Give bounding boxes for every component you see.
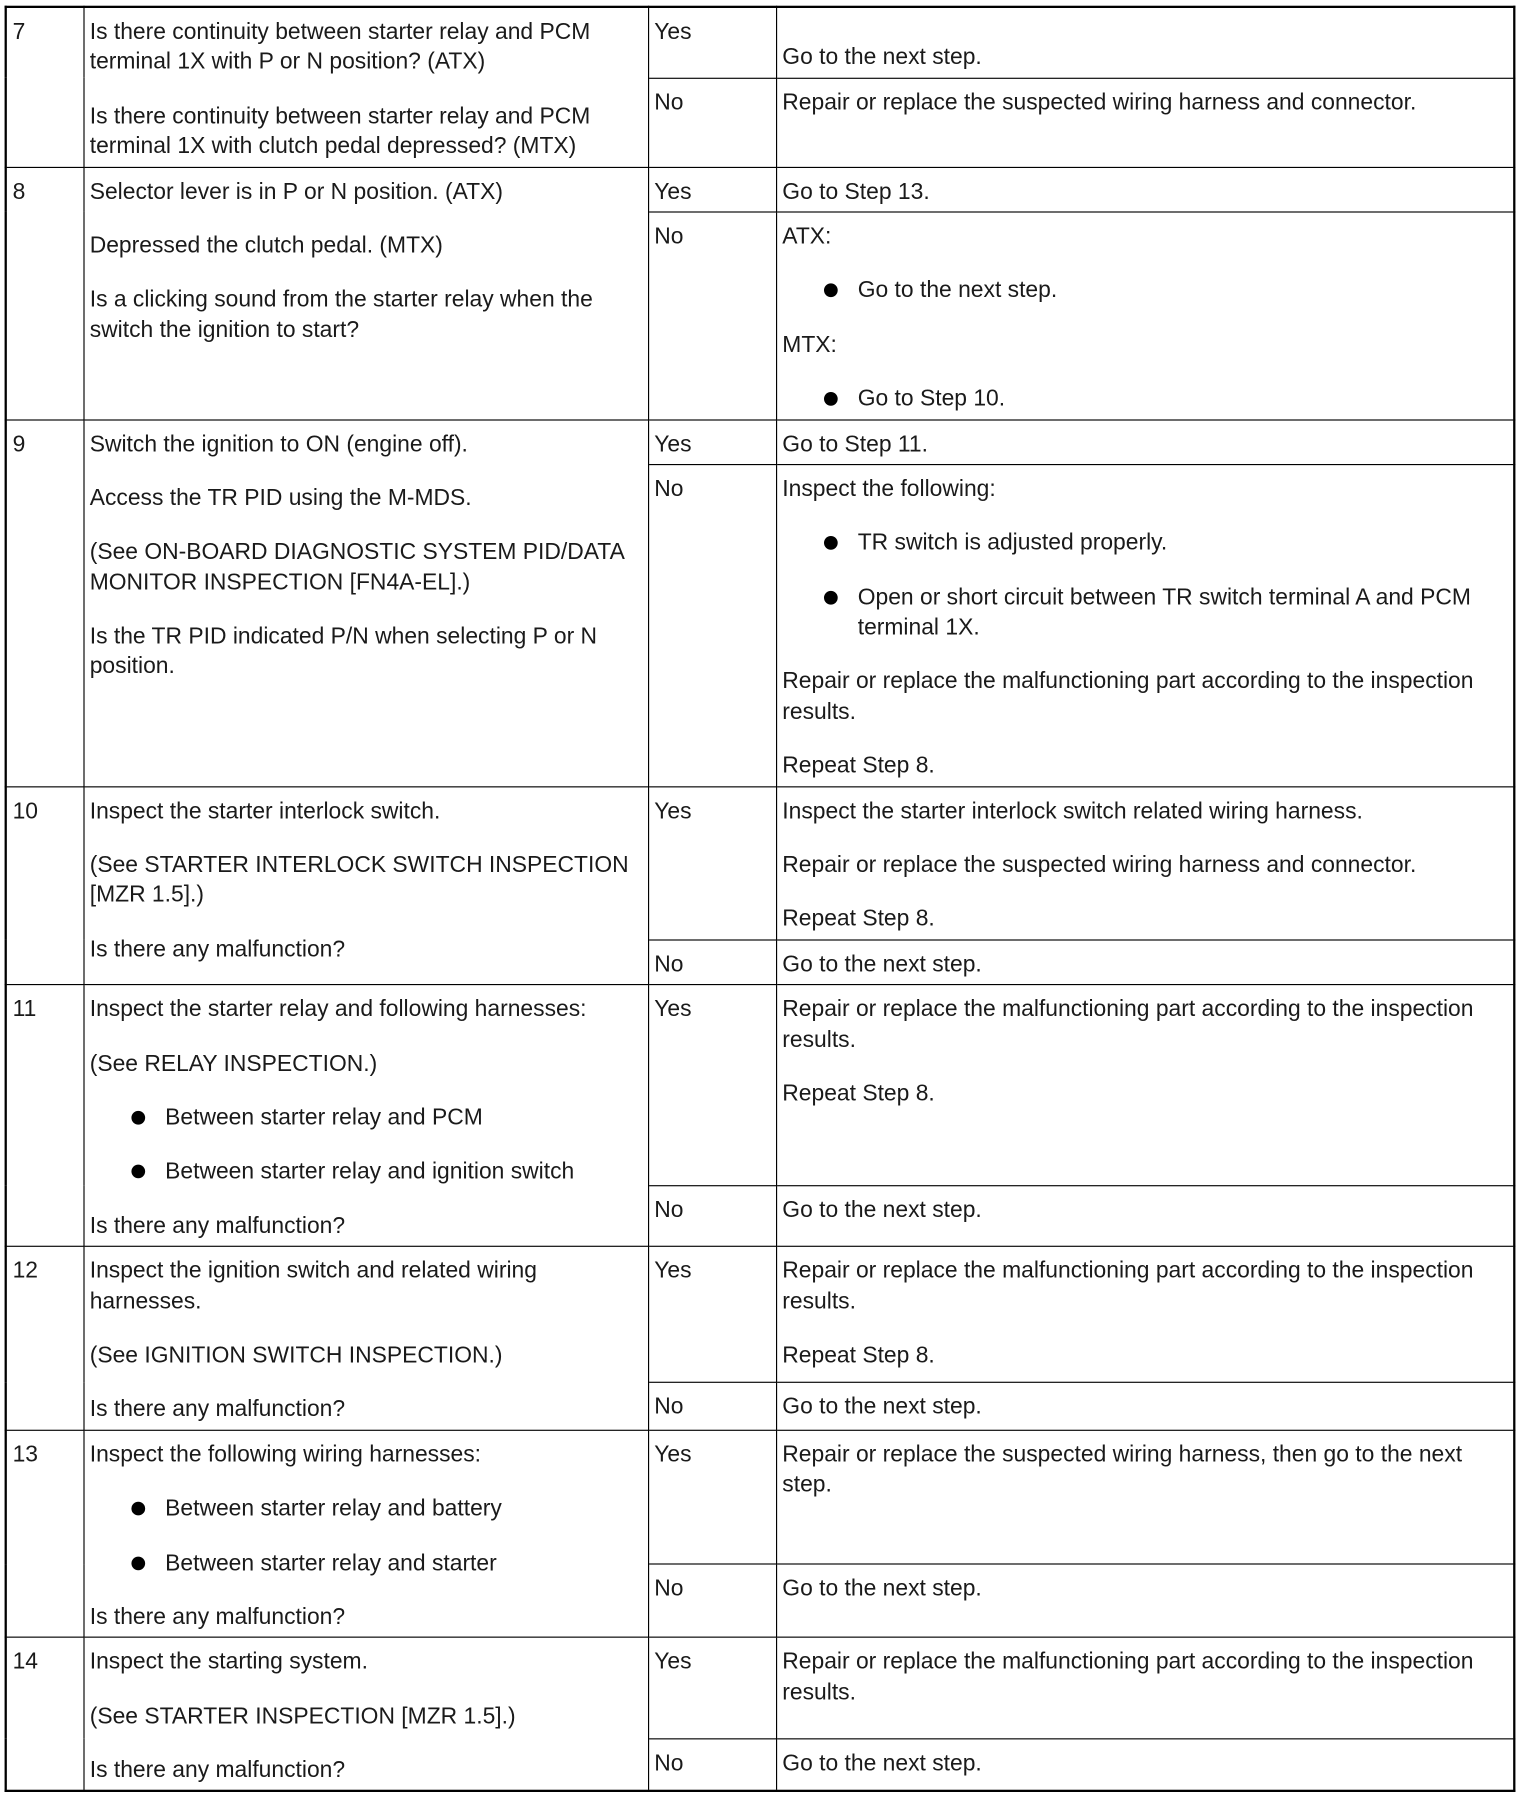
no-result: [776, 1738, 1514, 1791]
step-number: 11: [6, 985, 84, 1247]
bullet-list: [782, 384, 1508, 414]
yes-result: [776, 167, 1514, 212]
result-text: Repair or replace the suspected wiring harness, then go to the next step.: [782, 1441, 1463, 1498]
action-text: (See STARTER INTERLOCK SWITCH INSPECTION [MZR 1.5].): [89, 852, 629, 908]
action-text: Inspect the starter interlock switch.: [89, 798, 441, 824]
yes-result: [776, 786, 1514, 939]
result-text: Go to the next step.: [782, 1576, 982, 1602]
no-result: [776, 1186, 1514, 1247]
yes-result: [776, 1430, 1514, 1564]
step-9-yes-row: [6, 419, 1515, 464]
step-action: [83, 1246, 648, 1430]
diagnostic-procedure-table: [5, 6, 1516, 1793]
result-text: Repeat Step 8.: [782, 1342, 935, 1368]
bullet-icon: [131, 1111, 145, 1125]
step-7-yes-row: [6, 7, 1515, 78]
step-action: [83, 419, 648, 786]
step-number: 13: [6, 1430, 84, 1637]
no-result: [776, 78, 1514, 167]
step-number: 14: [6, 1637, 84, 1791]
yes-label: Yes: [648, 786, 776, 939]
action-text: (See IGNITION SWITCH INSPECTION.): [89, 1342, 503, 1368]
action-text: Inspect the following wiring harnesses:: [89, 1441, 482, 1468]
step-11-yes-row: [6, 985, 1515, 1186]
no-label: No: [648, 1564, 776, 1637]
action-text: (See RELAY INSPECTION.): [89, 1050, 378, 1077]
bullet-icon: [131, 1165, 145, 1179]
bullet-list: [782, 528, 1508, 642]
action-text: Is the TR PID indicated P/N when selecting P or N position.: [89, 624, 598, 680]
bullet-text: TR switch is adjusted properly.: [857, 530, 1168, 556]
step-14-yes-row: [6, 1637, 1515, 1738]
bullet-text: Open or short circuit between TR switch terminal A and PCM terminal 1X.: [857, 584, 1471, 641]
action-text: Is there continuity between starter relay and PCM terminal 1X with P or N position? (ATX): [89, 19, 591, 75]
step-8-yes-row: [6, 167, 1515, 212]
bullet-icon: [823, 536, 837, 550]
action-text: Is there any malfunction?: [89, 1604, 346, 1630]
result-text: Repair or replace the malfunctioning part according to the inspection results.: [782, 1258, 1474, 1314]
action-text: (See ON-BOARD DIAGNOSTIC SYSTEM PID/DATA MONITOR INSPECTION [FN4A-EL].): [89, 539, 624, 596]
yes-label: Yes: [648, 985, 776, 1186]
no-result: [776, 1383, 1514, 1430]
bullet-list: [782, 276, 1508, 306]
result-text: Repair or replace the malfunctioning part according to the inspection results.: [782, 996, 1474, 1053]
yes-label: Yes: [648, 419, 776, 464]
bullet-item: [782, 582, 1508, 642]
no-label: No: [648, 212, 776, 419]
result-text: Repair or replace the suspected wiring harness and connector.: [782, 89, 1417, 115]
action-text: Inspect the ignition switch and related wiring harnesses.: [89, 1258, 537, 1314]
no-label: No: [648, 1186, 776, 1247]
result-text: Repeat Step 8.: [782, 906, 935, 932]
bullet-item: [90, 1157, 643, 1187]
result-text: Repeat Step 8.: [782, 1081, 935, 1107]
step-action: [83, 7, 648, 167]
step-action: [83, 1430, 648, 1637]
yes-result: [776, 1246, 1514, 1382]
yes-label: Yes: [648, 7, 776, 78]
step-number: 9: [6, 419, 84, 786]
bullet-list: [90, 1494, 643, 1578]
yes-label: Yes: [648, 1430, 776, 1564]
result-text: Go to the next step.: [782, 1394, 982, 1420]
result-text: Go to the next step.: [782, 951, 982, 977]
bullet-item: [782, 276, 1508, 306]
no-result: [776, 940, 1514, 985]
step-number: 10: [6, 786, 84, 984]
result-text: Repair or replace the malfunctioning part according to the inspection results.: [782, 669, 1474, 725]
action-text: Switch the ignition to ON (engine off).: [89, 431, 468, 457]
yes-label: Yes: [648, 1637, 776, 1738]
action-text: Selector lever is in P or N position. (ATX): [89, 178, 503, 205]
result-text: Go to the next step.: [782, 1750, 982, 1776]
bullet-item: [90, 1494, 643, 1524]
result-text: Repair or replace the malfunctioning part according to the inspection results.: [782, 1649, 1474, 1705]
bullet-icon: [823, 392, 837, 406]
bullet-text: Between starter relay and ignition switch: [165, 1159, 575, 1185]
bullet-icon: [131, 1502, 145, 1516]
bullet-icon: [131, 1556, 145, 1570]
yes-label: Yes: [648, 167, 776, 212]
bullet-text: Between starter relay and PCM: [165, 1105, 483, 1131]
no-label: No: [648, 940, 776, 985]
step-action: [83, 786, 648, 984]
action-text: Is there any malfunction?: [89, 1213, 346, 1239]
step-action: [83, 985, 648, 1247]
yes-result: [776, 7, 1514, 78]
bullet-icon: [823, 284, 837, 298]
yes-result: [776, 985, 1514, 1186]
result-text: Repeat Step 8.: [782, 753, 935, 779]
action-text: Is there any malfunction?: [89, 1757, 346, 1783]
result-text: Inspect the following:: [782, 476, 996, 502]
bullet-item: [782, 384, 1508, 414]
action-text: Inspect the starter relay and following harnesses:: [89, 996, 587, 1022]
result-text: Repair or replace the suspected wiring harness and connector.: [782, 852, 1417, 878]
yes-label: Yes: [648, 1246, 776, 1382]
yes-result: [776, 419, 1514, 464]
result-text: Inspect the starter interlock switch related wiring harness.: [782, 798, 1363, 824]
result-text: ATX:: [782, 223, 832, 250]
no-label: No: [648, 78, 776, 167]
step-number: 7: [6, 7, 84, 167]
result-text: Go to Step 13.: [782, 178, 930, 205]
bullet-item: [782, 528, 1508, 558]
bullet-text: Go to Step 10.: [857, 386, 1006, 412]
action-text: Access the TR PID using the M-MDS.: [89, 485, 472, 511]
action-text: Inspect the starting system.: [89, 1649, 368, 1675]
yes-result: [776, 1637, 1514, 1738]
no-result: [776, 1564, 1514, 1637]
result-text: Go to Step 11.: [782, 431, 928, 457]
no-label: No: [648, 1738, 776, 1791]
result-text: Go to the next step.: [782, 44, 982, 70]
step-10-yes-row: [6, 786, 1515, 939]
action-text: Is there any malfunction?: [89, 936, 346, 963]
step-action: [83, 1637, 648, 1791]
no-result: [776, 212, 1514, 419]
bullet-item: [90, 1103, 643, 1133]
action-text: Is a clicking sound from the starter relay when the switch the ignition to start?: [89, 287, 593, 343]
bullet-item: [90, 1548, 643, 1578]
no-label: No: [648, 1383, 776, 1430]
result-text: Go to the next step.: [782, 1197, 982, 1223]
action-text: Is there continuity between starter relay and PCM terminal 1X with clutch pedal depressed? (MTX): [89, 103, 591, 160]
step-action: [83, 167, 648, 420]
step-13-yes-row: [6, 1430, 1515, 1564]
bullet-text: Between starter relay and battery: [165, 1496, 502, 1522]
action-text: Is there any malfunction?: [89, 1396, 346, 1423]
bullet-text: Go to the next step.: [857, 278, 1058, 304]
bullet-icon: [823, 590, 837, 604]
action-text: Depressed the clutch pedal. (MTX): [89, 233, 443, 259]
no-label: No: [648, 464, 776, 786]
no-result: [776, 464, 1514, 786]
bullet-text: Between starter relay and starter: [165, 1550, 497, 1576]
step-12-yes-row: [6, 1246, 1515, 1382]
bullet-list: [90, 1103, 643, 1187]
action-text: (See STARTER INSPECTION [MZR 1.5].): [89, 1703, 516, 1729]
step-number: 8: [6, 167, 84, 420]
step-number: 12: [6, 1246, 84, 1430]
result-text: MTX:: [782, 332, 837, 358]
